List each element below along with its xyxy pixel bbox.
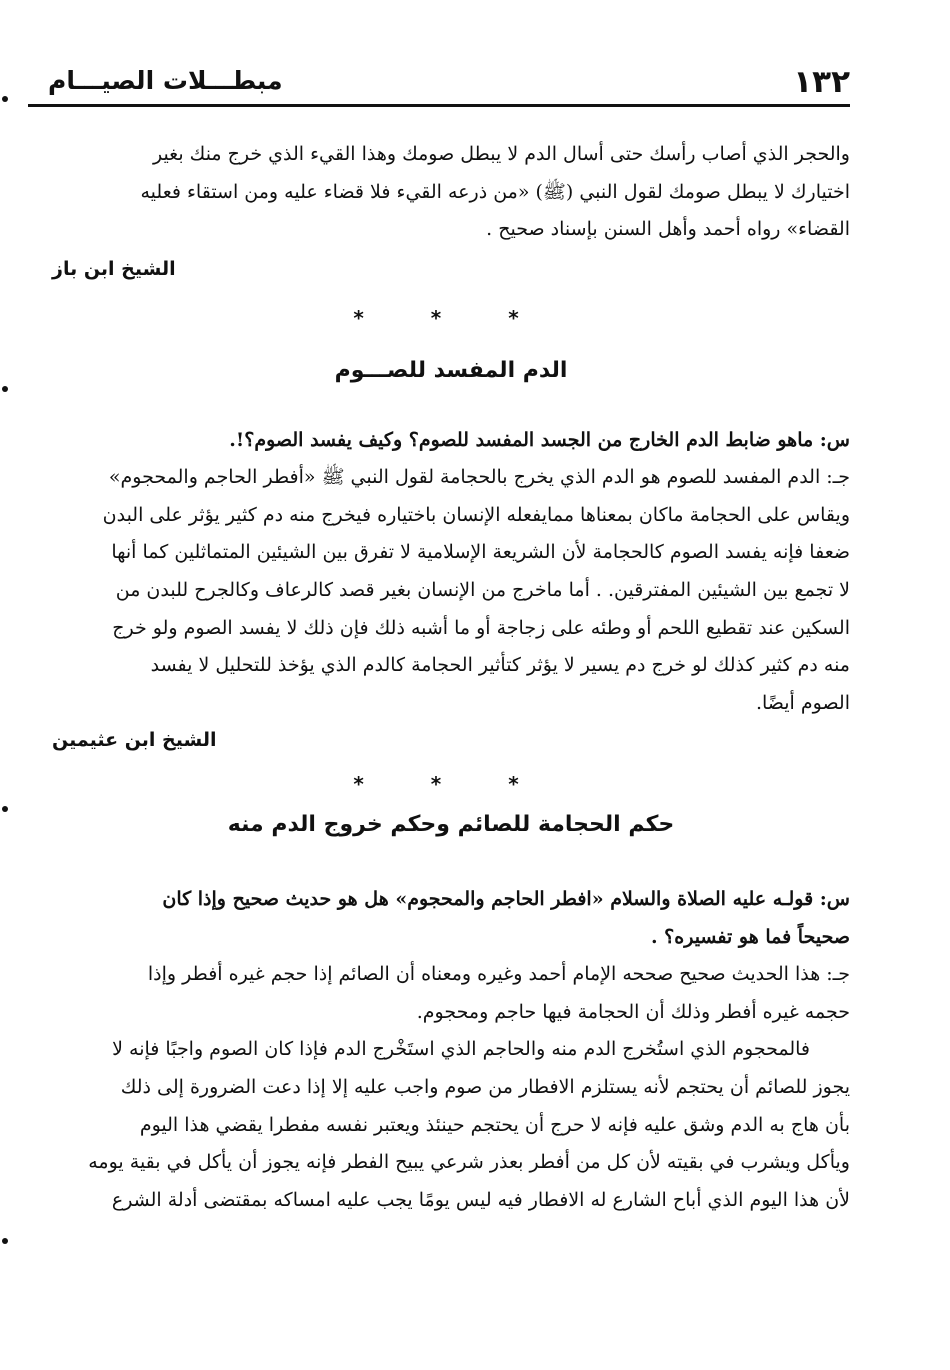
scan-mark — [2, 1238, 8, 1244]
signature-ibn-baz: الشيخ ابن باز — [52, 257, 176, 280]
answer-line: جـ: هذا الحديث صحيح صححه الإمام أحمد وغيره ومعناه أن الصائم إذا حجم غيره أفطر وإذا — [147, 963, 850, 986]
answer-line: والحجر الذي أصاب رأسك حتى أسال الدم لا يبطل صومك وهذا القيء الذي خرج منك بغير — [152, 143, 850, 165]
section-title-blood: الدم المفسد للصـــوم — [334, 357, 568, 383]
paragraph-line: يجوز للصائم أن يحتجم لأنه يستلزم الافطار من صوم واجب عليه إلا إذا دعت الضرورة إلى ذلك — [120, 1076, 850, 1099]
running-title: مبطـــلات الصيـــام — [48, 66, 283, 95]
scan-mark — [2, 386, 8, 392]
answer-line: ويقاس على الحجامة ماكان بمعناها ممايفعله الإنسان باختياره فيخرج منه دم كثير يؤثر على البدن — [102, 503, 850, 526]
page-body — [52, 136, 850, 1219]
answer-line: القضاء» رواه أحمد وأهل السنن بإسناد صحيح . — [486, 218, 850, 241]
question-text: س: ماهو ضابط الدم الخارج من الجسد المفسد للصوم؟ وكيف يفسد الصوم؟!. — [229, 428, 850, 451]
answer-line: لا تجمع بين الشيئين المفترقين. . أما ماخرج من الإنسان بغير قصد كالرعاف وكالجرح للبدن من — [115, 578, 850, 601]
paragraph-line: لأن هذا اليوم الذي أباح الشارع له الافطار فيه ليس يومًا يجب عليه امساكه بمقتضى أدلة الشرع — [111, 1188, 850, 1211]
signature-ibn-uthaymeen: الشيخ ابن عثيمين — [52, 729, 217, 752]
paragraph-line: بأن هاج به الدم وشق عليه فإنه لا حرج أن يحتجم حينئذ ويعتبر نفسه مفطرا يقضي هذا اليوم — [139, 1113, 850, 1136]
separator-stars: * * * — [353, 306, 549, 331]
scan-mark — [2, 96, 8, 102]
scan-mark — [2, 806, 8, 812]
question-line: صحيحاً فما هو تفسيره؟ . — [650, 925, 850, 948]
answer-line: اختيارك لا يبطل صومك لقول النبي (ﷺ) «من ذرعه القيء فلا قضاء عليه ومن استقاء فعليه — [140, 180, 850, 203]
answer-line: الصوم أيضًا. — [755, 691, 850, 714]
answer-line: ضعفا فإنه يفسد الصوم كالحجامة لأن الشريعة الإسلامية لا تفرق بين الشيئين المتماثلين كما أنها — [111, 541, 850, 564]
answer-line: جـ: الدم المفسد للصوم هو الدم الذي يخرج بالحجامة لقول النبي ﷺ «أفطر الحاجم والمحجوم» — [108, 466, 850, 489]
page-header — [28, 62, 850, 107]
answer-line: السكين عند تقطيع اللحم أو وطئه على زجاجة أو ما أشبه ذلك فإن ذلك لا يفسد الصوم ولو خرج — [112, 616, 850, 639]
answer-line: حجمه غيره أفطر وذلك أن الحجامة فيها حاجم ومحجوم. — [416, 1000, 850, 1023]
answer-line: منه دم كثير كذلك لو خرج دم يسير لا يؤثر كتأثير الحجامة كالدم الذي يؤخذ للتحليل لا يفسد — [150, 654, 850, 677]
paragraph-line: ويأكل ويشرب في بقيته لأن كل من أفطر بعذر شرعي يبيح الفطر فإنه يجوز أن يأكل في بقية يومه — [88, 1151, 850, 1174]
page-number: ١٣٢ — [793, 64, 850, 100]
question-line: س: قولـه عليه الصلاة والسلام «افطر الحاجم والمحجوم» هل هو حديث صحيح وإذا كان — [162, 888, 850, 911]
paragraph-line: فالمحجوم الذي استُخرج الدم منه والحاجم الذي استَخْرج الدم فإذا كان الصوم واجبًا فإنه لا — [112, 1038, 810, 1061]
separator-stars: * * * — [353, 771, 549, 796]
section-title-cupping: حكم الحجامة للصائم وحكم خروج الدم منه — [227, 811, 675, 837]
